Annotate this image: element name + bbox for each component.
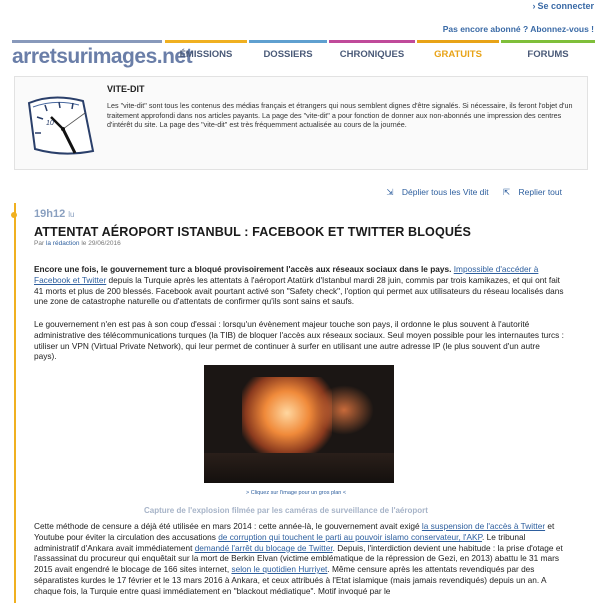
facebook-twitter-link[interactable]: Impossible d'accéder à Facebook et Twitter <box>34 264 539 285</box>
article-byline: Par la rédaction le 29/06/2016 <box>34 240 121 247</box>
logo-divider <box>12 40 162 43</box>
article-paragraph: Encore une fois, le gouvernement turc a bloqué provisoirement l'accès aux réseaux sociaux dans le pays. Impossible d'accéder à Facebook et Twitter depuis la Turquie après les attentats à l'aéroport Atatürk d'Istanbul mardi 28 juin, commis par trois kamikazes, et qui ont fait 41 morts et plus de 200 blessés. Facebook avait pourtant activé son "Safety check", l'option qui permet aux utilisateurs du réseau localisés dans une zone de catastrophe naturelle ou d'attentats de confirmer qu'ils sont sains et saufs. <box>34 264 564 307</box>
arrow-right-icon: › <box>532 1 536 11</box>
expand-all-link[interactable]: ⇲ Déplier tous les Vite dit <box>386 187 489 197</box>
article-time: 19h12 lu <box>34 208 75 220</box>
article-paragraph: Le gouvernement n'en est pas à son coup d'essai : lorsqu'un évènement majeur touche son pays, il ordonne le plus souvent à l'autorité administrative des télécommunications turques (la TIB) de bloquer l'accès aux réseaux sociaux. Seul moyen possible pour les internautes turcs : utiliser un VPN (Virtual Private Network), qui leur permet de continuer à surfer en utilisant une autre adresse IP (le plus souvent d'un autre pays). <box>34 319 564 362</box>
site-logo[interactable]: arretsurimages.net <box>12 45 193 68</box>
collapse-icon: ⇱ <box>503 187 511 197</box>
expand-controls <box>374 187 562 198</box>
login-link[interactable]: › Se connecter <box>532 1 594 11</box>
enlarge-image-link[interactable]: > Cliquez sur l'image pour un gros plan < <box>246 490 347 496</box>
collapse-all-link[interactable]: ⇱ Replier tout <box>503 187 562 197</box>
vite-dit-intro <box>14 76 588 170</box>
nav-item-dossiers[interactable]: DOSSIERS <box>249 40 327 70</box>
bullet-icon <box>11 212 17 218</box>
twitter-suspension-link[interactable]: la suspension de l'accès à Twitter <box>421 521 546 531</box>
article-card <box>14 203 581 603</box>
article-paragraph: Cette méthode de censure a déjà été utilisée en mars 2014 : cette année-là, le gouvernement avait exigé la suspension de l'accès à Twitter et Youtube pour éviter la circulation des accusations de corruption qui touchent le parti au pouvoir islamo conservateur, l'AKP. Le tribunal administratif d'Ankara avait immédiatement demandé l'arrêt du blocage de Twitter. Depuis, l'interdiction devient une habitude : la prise d'otage et l'assassinat du procureur qui enquêtait sur la mort de Berkin Elvan (victime emblématique de la répression de Gezi, en 2013) abattu le 31 mars 2015 avait engendré le blocage de 166 sites internet, selon le quotidien Hurriyet. Même censure après les attentats revendiqués par des séparatistes kurdes le 17 février et le 13 mars 2016 à Ankara, et ceux attribués à l'Etat islamique (mais jamais revendiqués) depuis un an. A chaque fois, la Turquie entre quasi immédiatement en "blackout médiatique". Motif invoqué par le <box>34 521 563 596</box>
corruption-link[interactable]: de corruption qui touchent le parti au pouvoir islamo conservateur, l'AKP <box>218 531 483 542</box>
subscribe-link[interactable]: Pas encore abonné ? Abonnez-vous ! <box>442 24 594 34</box>
read-badge: lu <box>68 210 75 219</box>
author-link[interactable]: la rédaction <box>45 240 80 247</box>
top-bar <box>0 0 600 12</box>
image-caption: Capture de l'explosion filmée par les caméras de surveillance de l'aéroport <box>144 506 428 515</box>
hurriyet-link[interactable]: selon le quotidien Hurriyet <box>231 564 328 575</box>
nav-item-emissions[interactable]: ÉMISSIONS <box>165 40 247 70</box>
clock-icon <box>23 83 101 161</box>
nav-item-forums[interactable]: FORUMS <box>501 40 595 70</box>
explosion-photo[interactable] <box>204 365 394 483</box>
clock-number: 10 <box>46 120 54 127</box>
article-headline[interactable]: ATTENTAT AÉROPORT ISTANBUL : FACEBOOK ET TWITTER BLOQUÉS <box>34 225 472 239</box>
vite-dit-description: Les "vite-dit" sont tous les contenus des médias français et étrangers qui nous semblent dignes d'être signalés. Si nécessaire, ils feront l'objet d'un traitement approfondi dans nos articles payants. La page des "vite-dit" a pour fonction de donner aux non-abonnés une impression des centres d'intérêt du site. La page des "vite-dit" est très fréquemment actualisée au cours de la journée. <box>107 101 573 130</box>
expand-icon: ⇲ <box>386 187 394 197</box>
main-nav <box>165 40 600 70</box>
nav-item-gratuits[interactable]: GRATUITS <box>417 40 499 70</box>
nav-item-chroniques[interactable]: CHRONIQUES <box>329 40 415 70</box>
vite-dit-title: VITE-DIT <box>107 84 145 94</box>
twitter-block-link[interactable]: demandé l'arrêt du blocage de Twitter <box>194 542 333 553</box>
